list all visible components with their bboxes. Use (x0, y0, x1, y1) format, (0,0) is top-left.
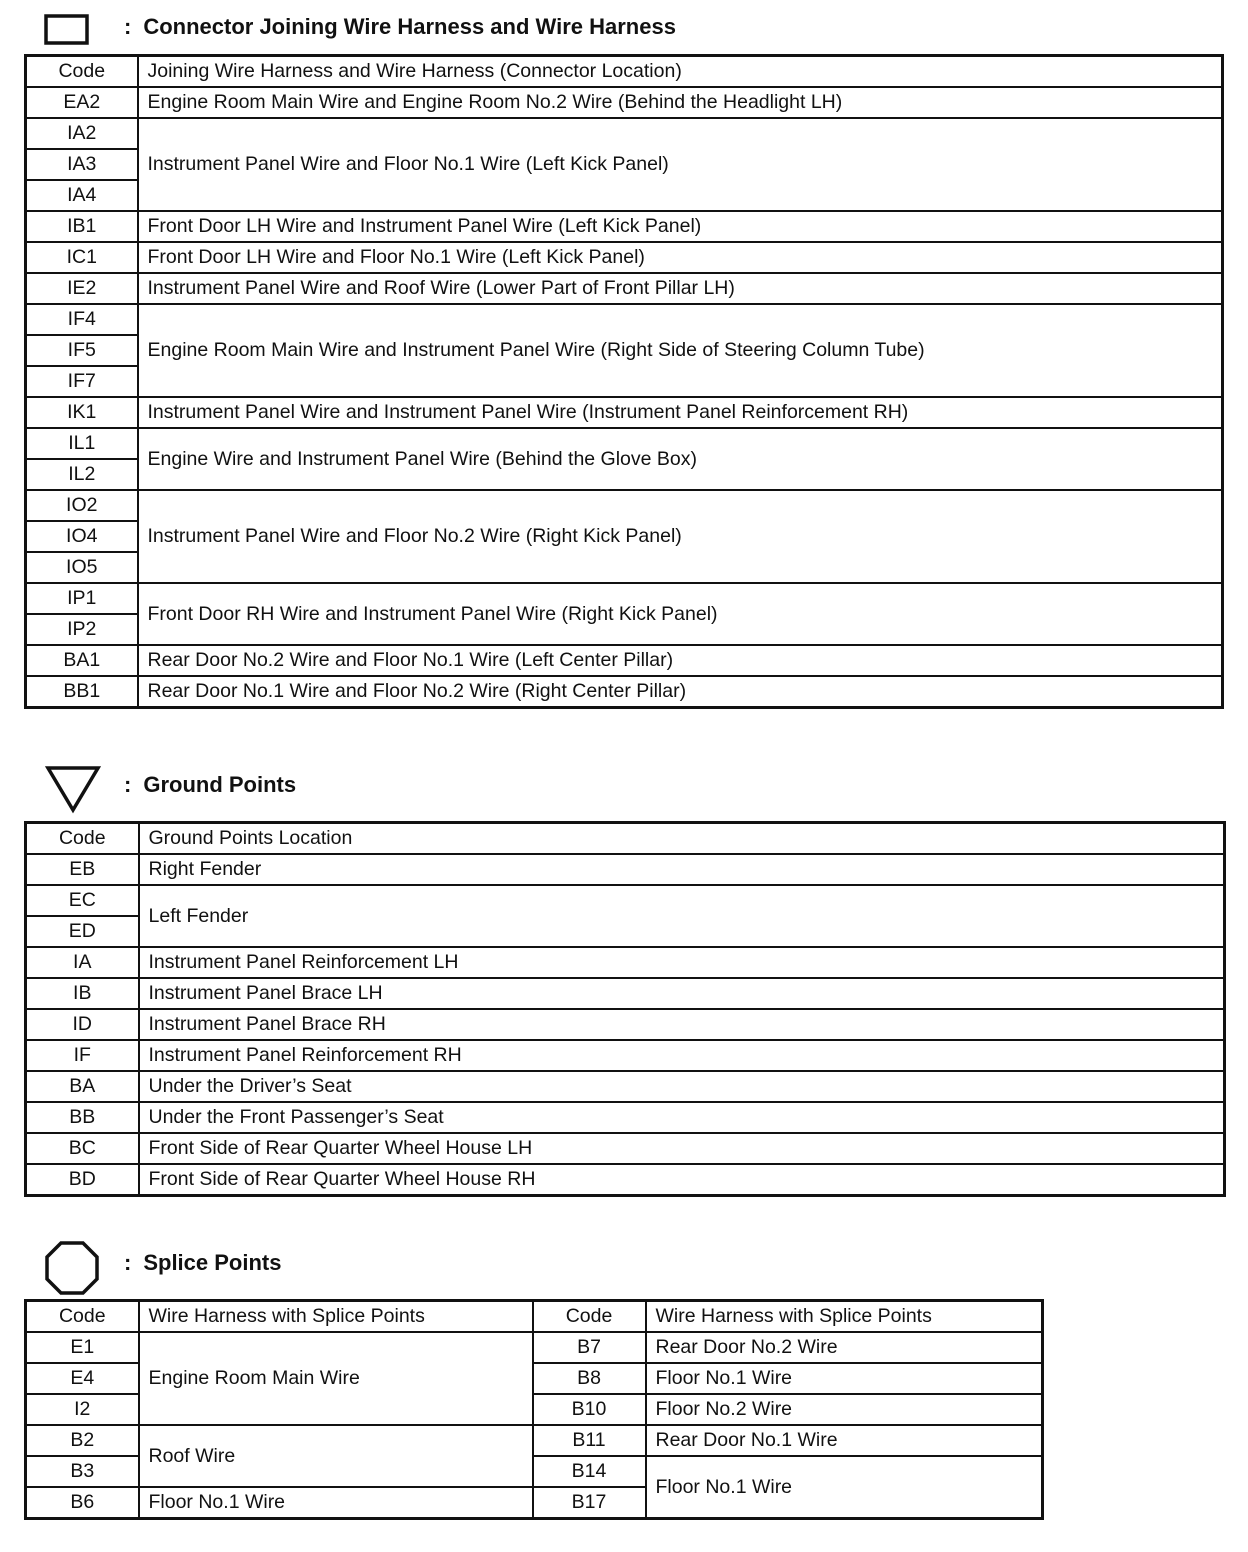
table-row (26, 1164, 1225, 1196)
location-cell: Front Door LH Wire and Floor No.1 Wire (Left Kick Panel) (138, 242, 1223, 273)
code-cell: B11 (533, 1425, 646, 1456)
rectangle-icon (44, 14, 90, 46)
code-cell: B10 (533, 1394, 646, 1425)
location-cell: Rear Door No.2 Wire and Floor No.1 Wire (Left Center Pillar) (138, 645, 1223, 676)
code-cell: IO4 (26, 521, 138, 552)
code-cell: IA4 (26, 180, 138, 211)
colon: : (124, 14, 132, 39)
code-cell: BA1 (26, 645, 138, 676)
header-row (26, 1301, 1043, 1333)
table-row (26, 947, 1225, 978)
location-cell: Front Door RH Wire and Instrument Panel Wire (Right Kick Panel) (138, 583, 1223, 645)
code-cell: IB1 (26, 211, 138, 242)
code-cell: IF4 (26, 304, 138, 335)
location-cell: Engine Wire and Instrument Panel Wire (Behind the Glove Box) (138, 428, 1223, 490)
column-header-location: Ground Points Location (139, 823, 1225, 855)
section-title-connector (124, 12, 676, 42)
ground-table (24, 821, 1226, 1197)
table-row (26, 583, 1223, 614)
code-cell: IE2 (26, 273, 138, 304)
location-cell: Engine Room Main Wire and Engine Room No.2 Wire (Behind the Headlight LH) (138, 87, 1223, 118)
title-text: Ground Points (143, 772, 297, 797)
table-row (26, 978, 1225, 1009)
table-row (26, 645, 1223, 676)
code-cell: IF5 (26, 335, 138, 366)
table-row (26, 397, 1223, 428)
table-row (26, 428, 1223, 459)
table-row (26, 1102, 1225, 1133)
table-row (26, 854, 1225, 885)
location-cell: Instrument Panel Wire and Floor No.2 Wire (Right Kick Panel) (138, 490, 1223, 583)
harness-cell: Rear Door No.2 Wire (646, 1332, 1043, 1363)
table-row (26, 273, 1223, 304)
table-row (26, 1425, 1043, 1456)
code-cell: IB (26, 978, 139, 1009)
code-cell: B17 (533, 1487, 646, 1519)
harness-cell: Engine Room Main Wire (139, 1332, 533, 1425)
location-cell: Instrument Panel Wire and Floor No.1 Wire (Left Kick Panel) (138, 118, 1223, 211)
location-cell: Under the Driver’s Seat (139, 1071, 1225, 1102)
code-cell: ID (26, 1009, 139, 1040)
code-cell: B2 (26, 1425, 139, 1456)
harness-cell: Floor No.1 Wire (646, 1363, 1043, 1394)
harness-cell: Floor No.2 Wire (646, 1394, 1043, 1425)
column-header-harness: Wire Harness with Splice Points (139, 1301, 533, 1333)
column-header-code: Code (533, 1301, 646, 1333)
code-cell: IO5 (26, 552, 138, 583)
location-cell: Instrument Panel Reinforcement LH (139, 947, 1225, 978)
table-row (26, 676, 1223, 708)
code-cell: EB (26, 854, 139, 885)
code-cell: BB1 (26, 676, 138, 708)
code-cell: EA2 (26, 87, 138, 118)
code-cell: I2 (26, 1394, 139, 1425)
code-cell: IL2 (26, 459, 138, 490)
location-cell: Right Fender (139, 854, 1225, 885)
table-row (26, 1133, 1225, 1164)
code-cell: IL1 (26, 428, 138, 459)
code-cell: IO2 (26, 490, 138, 521)
table-row (26, 211, 1223, 242)
code-cell: IA3 (26, 149, 138, 180)
code-cell: IA (26, 947, 139, 978)
code-cell: IA2 (26, 118, 138, 149)
location-cell: Instrument Panel Wire and Roof Wire (Lower Part of Front Pillar LH) (138, 273, 1223, 304)
column-header-code: Code (26, 56, 138, 88)
header-row (26, 823, 1225, 855)
code-cell: IP2 (26, 614, 138, 645)
code-cell: E1 (26, 1332, 139, 1363)
table-row (26, 1071, 1225, 1102)
harness-cell: Floor No.1 Wire (139, 1487, 533, 1519)
location-cell: Front Side of Rear Quarter Wheel House RH (139, 1164, 1225, 1196)
code-cell: ED (26, 916, 139, 947)
table-row (26, 885, 1225, 916)
location-cell: Left Fender (139, 885, 1225, 947)
section-title-ground (124, 770, 296, 800)
column-header-code: Code (26, 823, 139, 855)
code-cell: IC1 (26, 242, 138, 273)
code-cell: EC (26, 885, 139, 916)
code-cell: E4 (26, 1363, 139, 1394)
code-cell: B6 (26, 1487, 139, 1519)
table-row (26, 1332, 1043, 1363)
code-cell: BB (26, 1102, 139, 1133)
location-cell: Engine Room Main Wire and Instrument Panel Wire (Right Side of Steering Column Tube) (138, 304, 1223, 397)
colon: : (124, 1250, 132, 1275)
splice-table (24, 1299, 1044, 1520)
connector-table (24, 54, 1224, 709)
code-cell: B14 (533, 1456, 646, 1487)
code-cell: IF7 (26, 366, 138, 397)
location-cell: Instrument Panel Wire and Instrument Panel Wire (Instrument Panel Reinforcement RH) (138, 397, 1223, 428)
code-cell: IF (26, 1040, 139, 1071)
table-row (26, 1009, 1225, 1040)
location-cell: Front Door LH Wire and Instrument Panel Wire (Left Kick Panel) (138, 211, 1223, 242)
code-cell: B7 (533, 1332, 646, 1363)
code-cell: BD (26, 1164, 139, 1196)
table-row (26, 87, 1223, 118)
harness-cell: Rear Door No.1 Wire (646, 1425, 1043, 1456)
location-cell: Instrument Panel Brace LH (139, 978, 1225, 1009)
column-header-harness: Wire Harness with Splice Points (646, 1301, 1043, 1333)
location-cell: Front Side of Rear Quarter Wheel House LH (139, 1133, 1225, 1164)
location-cell: Rear Door No.1 Wire and Floor No.2 Wire (Right Center Pillar) (138, 676, 1223, 708)
table-row (26, 490, 1223, 521)
code-cell: IP1 (26, 583, 138, 614)
harness-cell: Roof Wire (139, 1425, 533, 1487)
title-text: Splice Points (143, 1250, 282, 1275)
code-cell: IK1 (26, 397, 138, 428)
table-row (26, 1040, 1225, 1071)
table-row (26, 242, 1223, 273)
code-cell: B3 (26, 1456, 139, 1487)
location-cell: Under the Front Passenger’s Seat (139, 1102, 1225, 1133)
code-cell: BC (26, 1133, 139, 1164)
table-row (26, 118, 1223, 149)
header-row (26, 56, 1223, 88)
location-cell: Instrument Panel Brace RH (139, 1009, 1225, 1040)
colon: : (124, 772, 132, 797)
column-header-location: Joining Wire Harness and Wire Harness (Connector Location) (138, 56, 1223, 88)
triangle-down-icon (44, 764, 102, 814)
code-cell: B8 (533, 1363, 646, 1394)
harness-cell: Floor No.1 Wire (646, 1456, 1043, 1519)
location-cell: Instrument Panel Reinforcement RH (139, 1040, 1225, 1071)
octagon-icon (44, 1240, 100, 1296)
code-cell: BA (26, 1071, 139, 1102)
column-header-code: Code (26, 1301, 139, 1333)
table-row (26, 304, 1223, 335)
title-text: Connector Joining Wire Harness and Wire Harness (143, 14, 676, 39)
section-title-splice (124, 1248, 281, 1278)
